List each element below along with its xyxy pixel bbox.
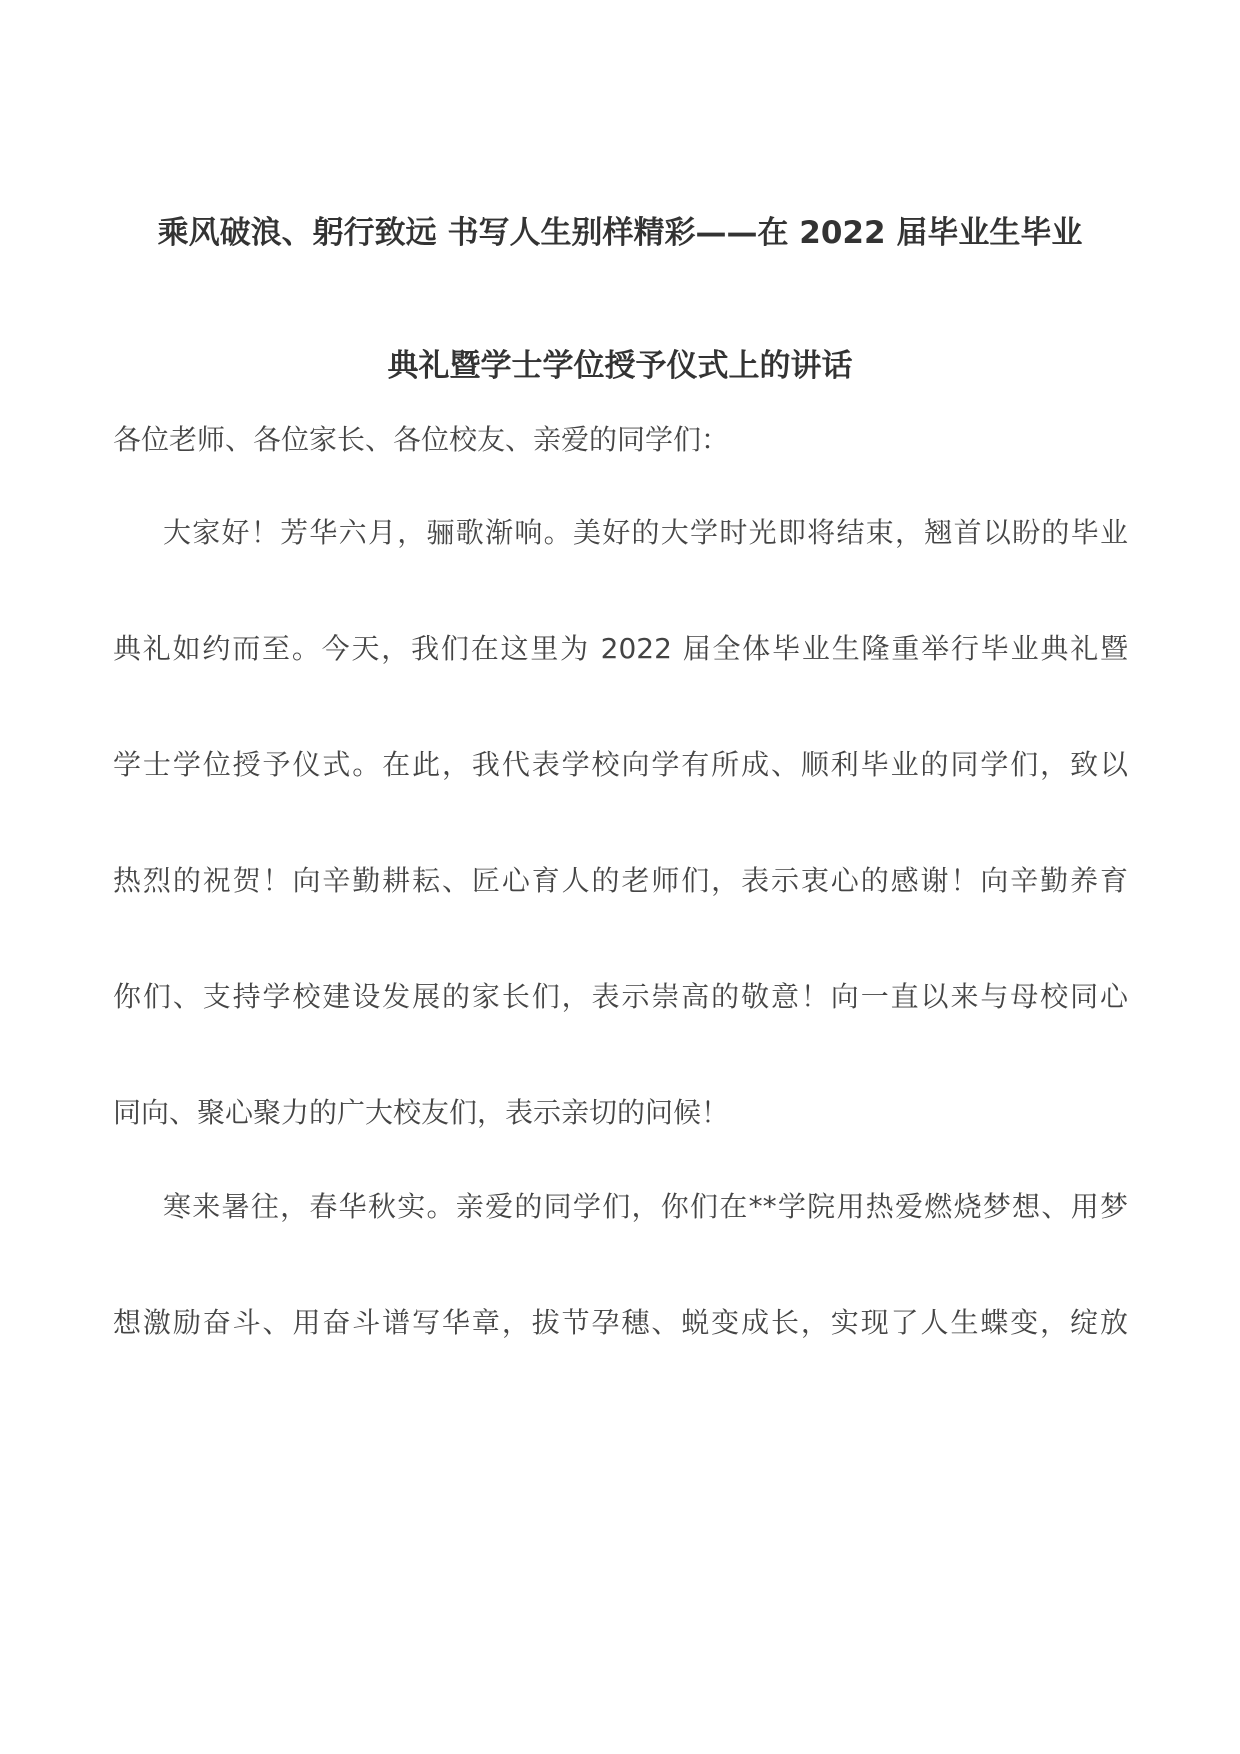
paragraph-1-line-3: 学士学位授予仪式。在此，我代表学校向学有所成、顺利毕业的同学们，致以	[113, 748, 1128, 781]
paragraph-1-line-4: 热烈的祝贺！向辛勤耕耘、匠心育人的老师们，表示衷心的感谢！向辛勤养育	[113, 864, 1128, 897]
paragraph-2-line-2: 想激励奋斗、用奋斗谱写华章，拔节孕穗、蜕变成长，实现了人生蝶变，绽放	[113, 1306, 1128, 1339]
paragraph-1-line-1: 大家好！芳华六月，骊歌渐响。美好的大学时光即将结束，翘首以盼的毕业	[163, 516, 1128, 549]
paragraph-2-line-1: 寒来暑往，春华秋实。亲爱的同学们，你们在**学院用热爱燃烧梦想、用梦	[163, 1190, 1128, 1223]
paragraph-1-line-6: 同向、聚心聚力的广大校友们，表示亲切的问候！	[113, 1096, 730, 1129]
salutation: 各位老师、各位家长、各位校友、亲爱的同学们：	[113, 423, 730, 456]
paragraph-1-line-2: 典礼如约而至。今天，我们在这里为 2022 届全体毕业生隆重举行毕业典礼暨	[113, 632, 1128, 665]
speech-title-line-1: 乘风破浪、躬行致远 书写人生别样精彩——在 2022 届毕业生毕业	[157, 215, 1083, 251]
speech-title-line-2: 典礼暨学士学位授予仪式上的讲话	[387, 348, 853, 384]
paragraph-1-line-5: 你们、支持学校建设发展的家长们，表示崇高的敬意！向一直以来与母校同心	[113, 980, 1128, 1013]
